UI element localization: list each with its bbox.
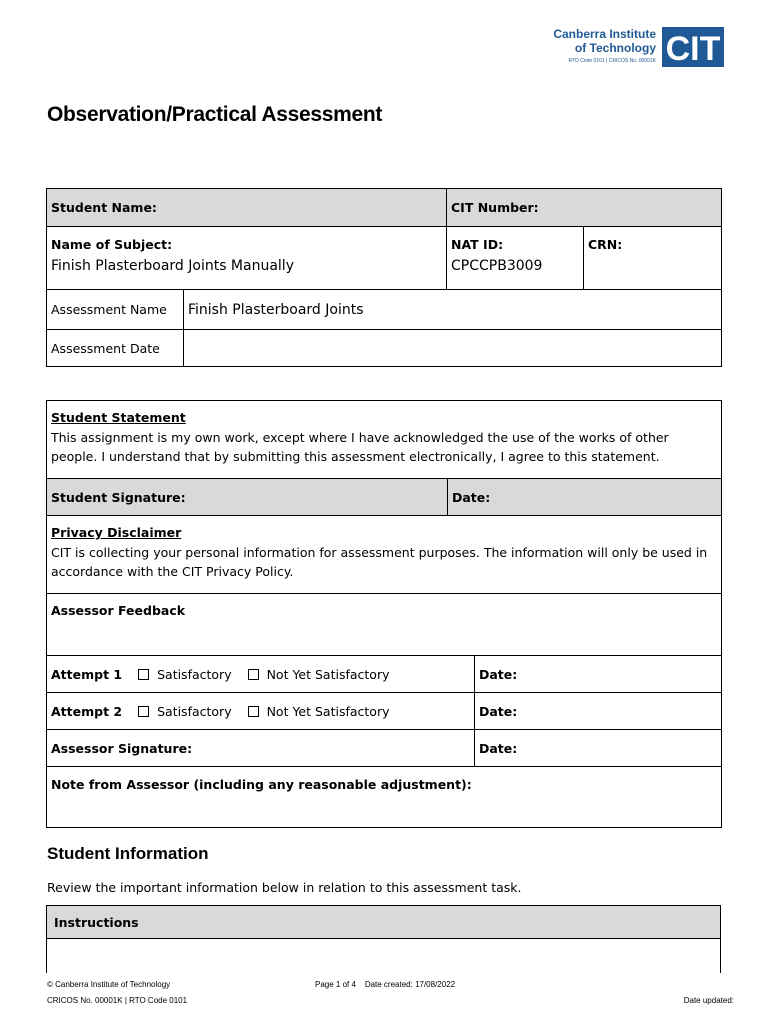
privacy-heading: Privacy Disclaimer [51,525,182,540]
assessment-name-label: Assessment Name [51,302,167,317]
attempt2-date-field[interactable] [475,693,722,730]
assessment-name-value-cell [184,290,722,330]
review-text: Review the important information below in relation to this assessment task. [47,880,522,895]
student-statement-text: This assignment is my own work, except where I have acknowledged the use of the works of other people. I understand that by submitting this assessment electronically, I agree to this statement. [51,430,669,464]
subject-cell [47,227,447,290]
nat-id-cell [447,227,584,290]
privacy-disclaimer-cell [47,516,722,594]
assessor-feedback-label: Assessor Feedback [51,603,186,618]
logo-mark-text: CIT [665,30,721,67]
logo-sub: RTO Code 0101 | CRICOS No. 00001K [568,58,656,64]
attempt2-date-label: Date: [479,703,518,719]
assessor-signature-label: Assessor Signature: [51,740,193,756]
attempt1-satisfactory-checkbox[interactable] [138,669,149,680]
logo-line1: Canberra Institute [553,27,656,41]
nat-id-value: CPCCPB3009 [451,258,543,274]
attempt1-not-yet-label: Not Yet Satisfactory [266,666,390,682]
instructions-body [47,939,721,973]
page-title: Observation/Practical Assessment [47,103,383,126]
attempt2-row [47,693,475,730]
footer-copyright: © Canberra Institute of Technology [47,980,171,989]
statement-table [46,400,722,828]
student-statement-cell [47,401,722,479]
attempt1-date-label: Date: [479,666,518,682]
attempt2-not-yet-label: Not Yet Satisfactory [266,703,390,719]
assessor-note-field[interactable] [47,767,722,828]
cit-number-label: CIT Number: [451,200,539,215]
assessment-name-value: Finish Plasterboard Joints [188,301,364,318]
student-details-table [46,188,722,367]
assessor-note-label: Note from Assessor (including any reasonable adjustment): [51,777,472,792]
instructions-label: Instructions [54,914,139,930]
student-date-label: Date: [452,489,491,505]
attempt2-not-yet-checkbox[interactable] [248,706,259,717]
footer-cricos: CRICOS No. 00001K | RTO Code 0101 [47,996,188,1005]
footer-date-updated: Date updated: [683,996,734,1005]
assessor-signature-field[interactable] [47,730,475,767]
student-name-label: Student Name: [51,200,157,215]
attempt1-not-yet-checkbox[interactable] [248,669,259,680]
attempt2-satisfactory-checkbox[interactable] [138,706,149,717]
assessor-date-label: Date: [479,740,518,756]
attempt1-date-field[interactable] [475,656,722,693]
subject-value: Finish Plasterboard Joints Manually [51,258,294,274]
attempt1-label: Attempt 1 [51,666,123,682]
assessment-date-field[interactable] [184,330,722,367]
logo-text [553,27,656,55]
cit-logo-mark [662,27,724,67]
logo-line2: of Technology [574,41,656,55]
student-date-field[interactable] [448,479,722,516]
nat-id-label: NAT ID: [451,237,504,252]
footer-page-info: Page 1 of 4 Date created: 17/08/2022 [315,980,456,989]
student-information-heading: Student Information [47,844,209,863]
cit-logo [540,27,724,71]
student-signature-field[interactable] [47,479,448,516]
attempt2-satisfactory-label: Satisfactory [157,703,232,719]
attempt1-satisfactory-label: Satisfactory [157,666,232,682]
crn-field[interactable] [584,227,722,290]
instructions-header [47,906,721,939]
privacy-text: CIT is collecting your personal information for assessment purposes. The information will only be used in accordance with the CIT Privacy Policy. [51,545,708,579]
student-signature-label: Student Signature: [51,489,186,505]
attempt2-label: Attempt 2 [51,703,123,719]
instructions-table [46,905,721,973]
assessor-feedback-field[interactable] [47,594,722,656]
assessment-date-label-cell [47,330,184,367]
subject-label: Name of Subject: [51,237,173,252]
assessment-date-label: Assessment Date [51,340,160,356]
assessment-name-label-cell [47,290,184,330]
attempt1-row [47,656,475,693]
student-name-field[interactable] [47,189,447,227]
student-statement-heading: Student Statement [51,410,186,425]
crn-label: CRN: [588,237,623,252]
assessor-date-field[interactable] [475,730,722,767]
cit-number-field[interactable] [447,189,722,227]
